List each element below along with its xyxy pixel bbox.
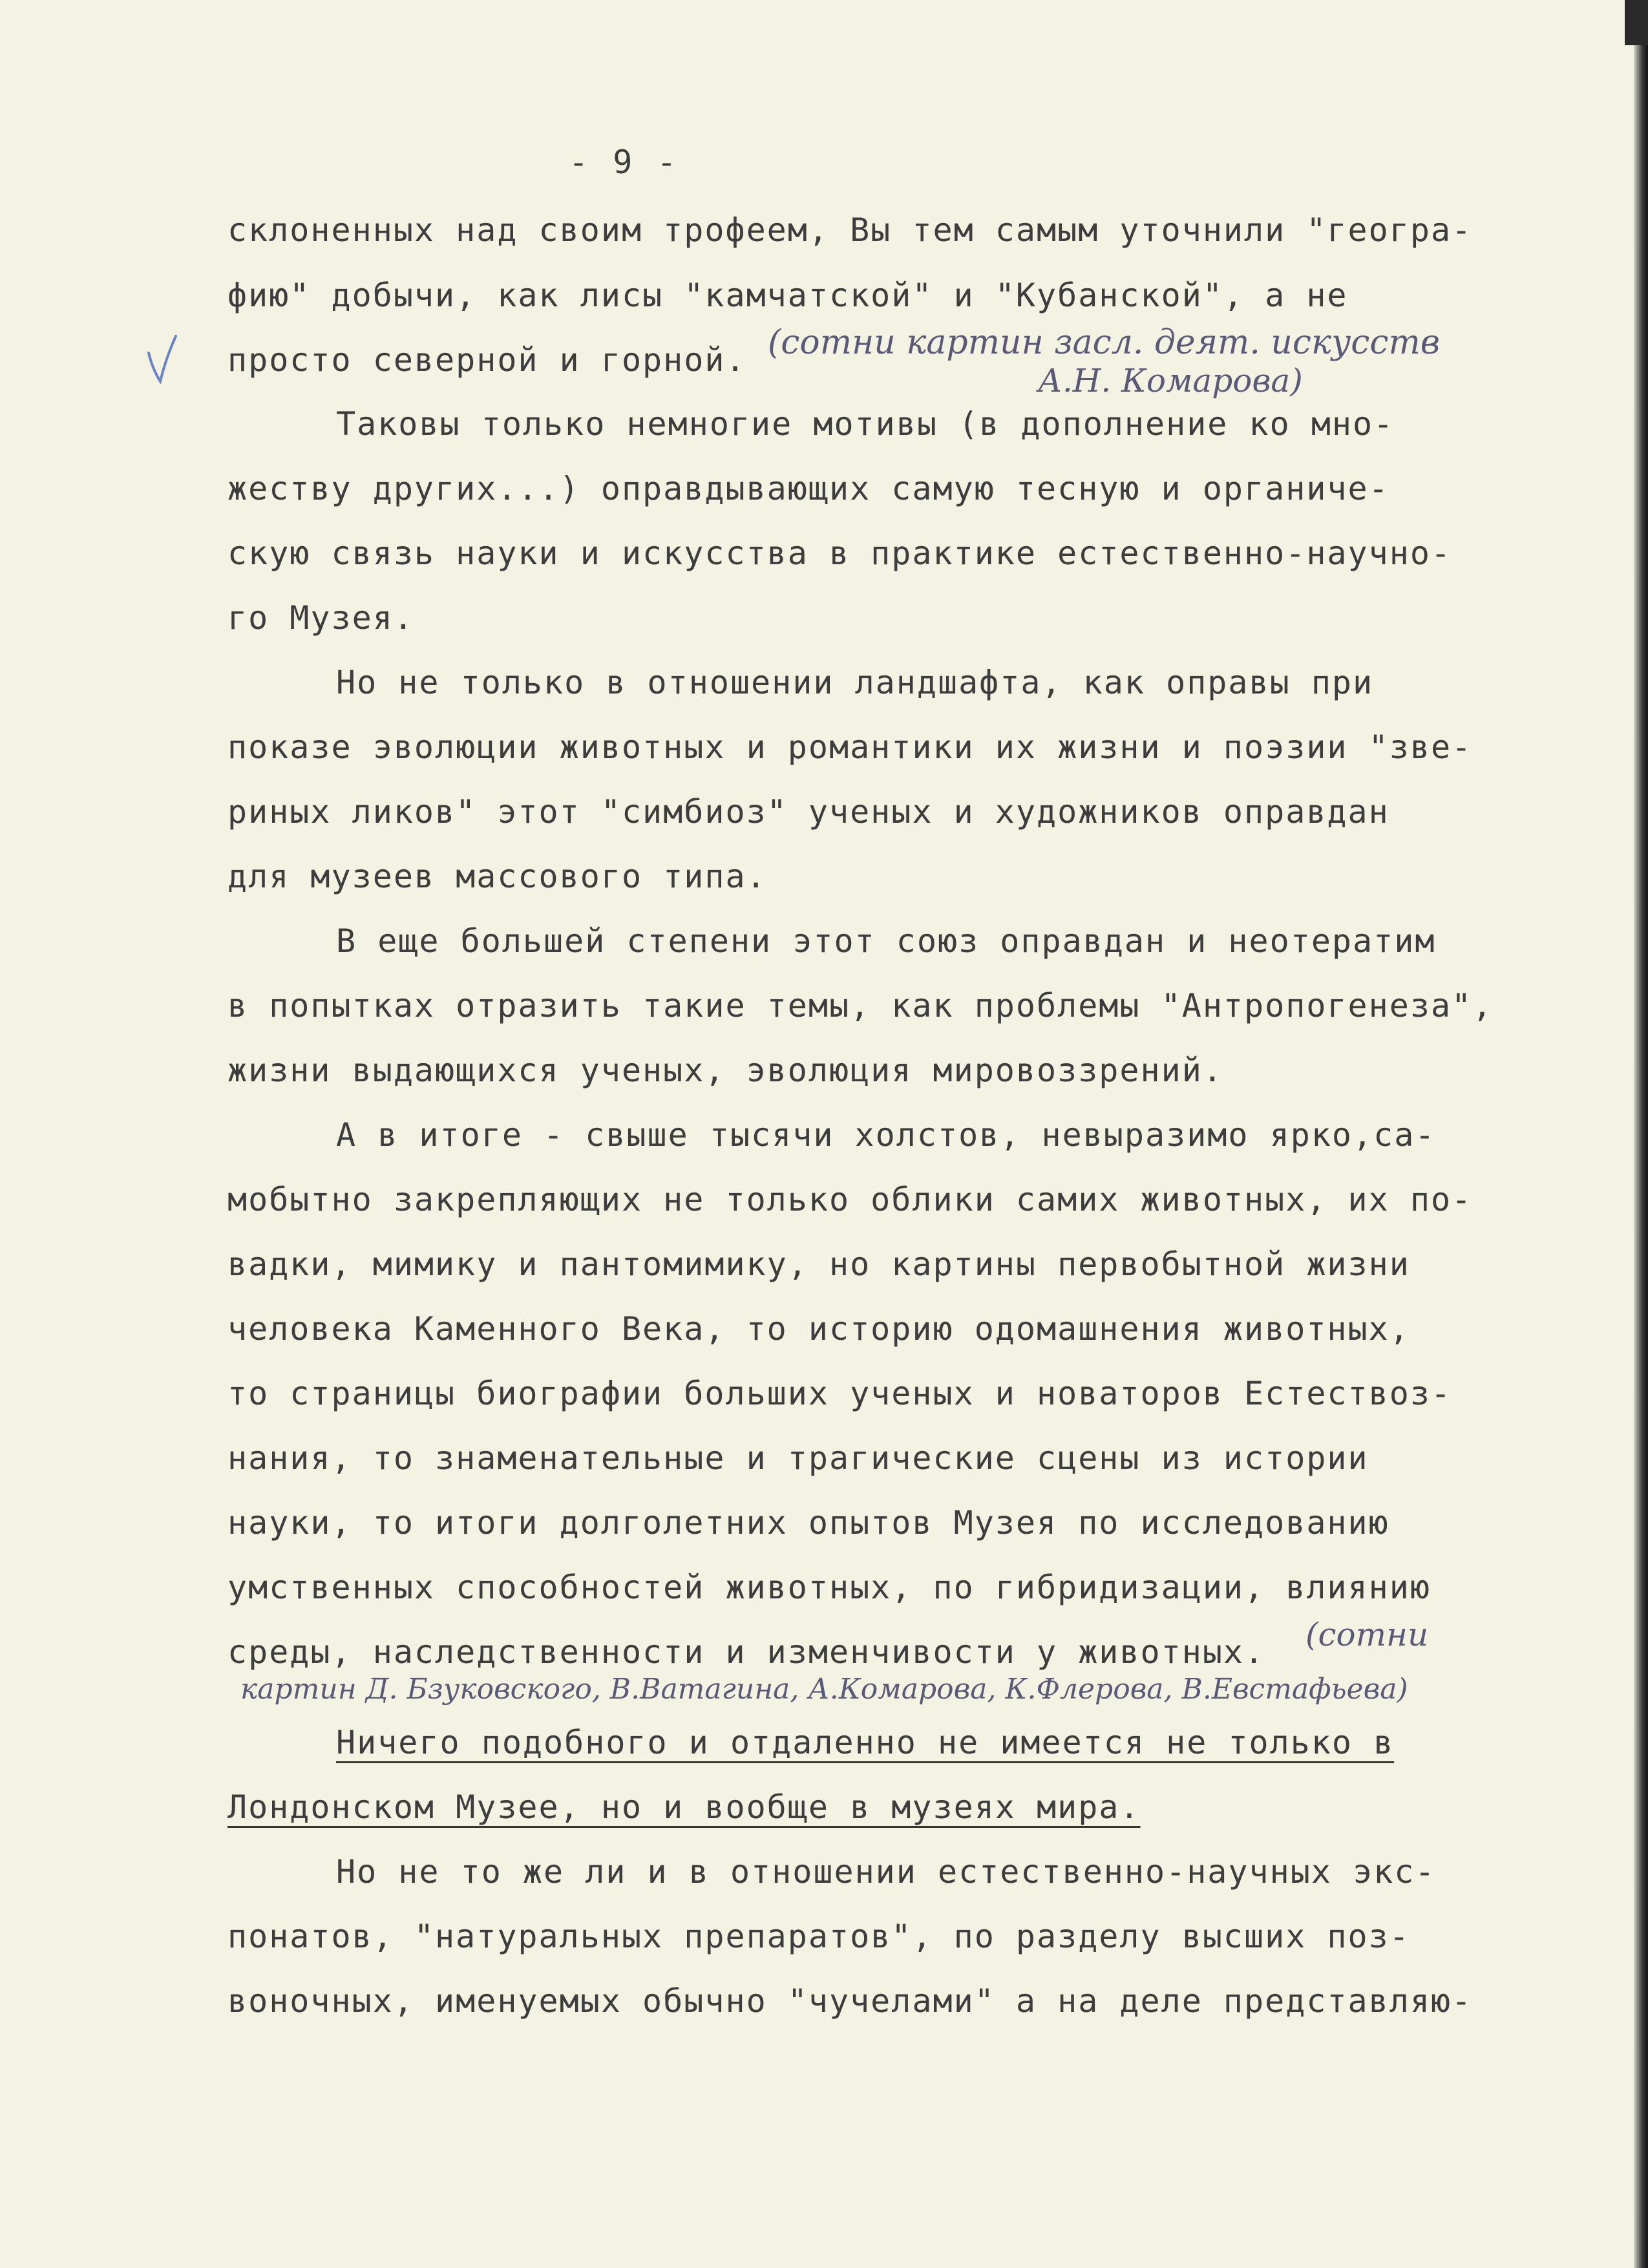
text-line: Таковы только немногие мотивы (в дополнение ко мно- (336, 405, 1395, 443)
text-line: скую связь науки и искусства в практике естественно-научно- (227, 535, 1452, 572)
text-line: го Музея. (227, 599, 414, 637)
handwritten-note: А.Н. Комарова) (1038, 362, 1303, 399)
text-line: человека Каменного Века, то историю одомашнения животных, (227, 1310, 1410, 1348)
text-line: Но не то же ли и в отношении естественно-научных экс- (336, 1853, 1436, 1891)
text-line: показе эволюции животных и романтики их жизни и поэзии "зве- (227, 728, 1473, 766)
text-line: науки, то итоги долголетних опытов Музея по исследованию (227, 1504, 1389, 1542)
text-line: для музеев массового типа. (227, 858, 767, 895)
text-line: воночных, именуемых обычно "чучелами" а на деле представляю- (227, 1982, 1473, 2020)
text-line: вадки, мимику и пантомимику, но картины первобытной жизни (227, 1245, 1410, 1283)
handwritten-note: (сотни картин засл. деят. искусств (768, 323, 1441, 362)
text-line: жеству других...) оправдывающих самую тесную и органиче- (227, 470, 1389, 507)
text-line: то страницы биографии больших ученых и новаторов Естествоз- (227, 1375, 1452, 1412)
text-line: мобытно закрепляющих не только облики самих животных, их по- (227, 1181, 1473, 1218)
checkmark-icon (146, 334, 178, 384)
underlined-statement: Лондонском Музее, но и вообще в музеях мира. (227, 1788, 1141, 1826)
text-line: понатов, "натуральных препаратов", по разделу высших поз- (227, 1918, 1410, 1955)
text-line: А в итоге - свыше тысячи холстов, невыразимо ярко,са- (336, 1116, 1436, 1154)
text-line: фию" добычи, как лисы "камчатской" и "Кубанской", а не (227, 277, 1348, 314)
underlined-statement: Ничего подобного и отдаленно не имеется не только в (336, 1724, 1395, 1761)
text-line: нания, то знаменательные и трагические сцены из истории (227, 1439, 1369, 1477)
text-line: в попытках отразить такие темы, как проблемы "Антропогенеза", (227, 987, 1494, 1024)
text-line: В еще большей степени этот союз оправдан и неотератим (336, 922, 1436, 960)
scan-corner-shadow (1625, 0, 1648, 45)
scan-edge-shadow (1634, 0, 1648, 2268)
text-line: Но не только в отношении ландшафта, как оправы при (336, 664, 1374, 701)
text-line: склоненных над своим трофеем, Вы тем самым уточнили "геогра- (227, 211, 1473, 249)
text-line: просто северной и горной. (227, 341, 746, 379)
page-number: - 9 - (569, 143, 679, 181)
text-line: жизни выдающихся ученых, эволюция мировоззрений. (227, 1052, 1223, 1089)
text-line: умственных способностей животных, по гибридизации, влиянию (227, 1569, 1431, 1606)
handwritten-note: (сотни (1305, 1616, 1429, 1653)
text-line: риных ликов" этот "симбиоз" ученых и художников оправдан (227, 793, 1389, 831)
text-line: среды, наследственности и изменчивости у животных. (227, 1633, 1265, 1671)
handwritten-note: картин Д. Бзуковского, В.Ватагина, А.Комарова, К.Флерова, В.Евстафьева) (240, 1673, 1408, 1706)
